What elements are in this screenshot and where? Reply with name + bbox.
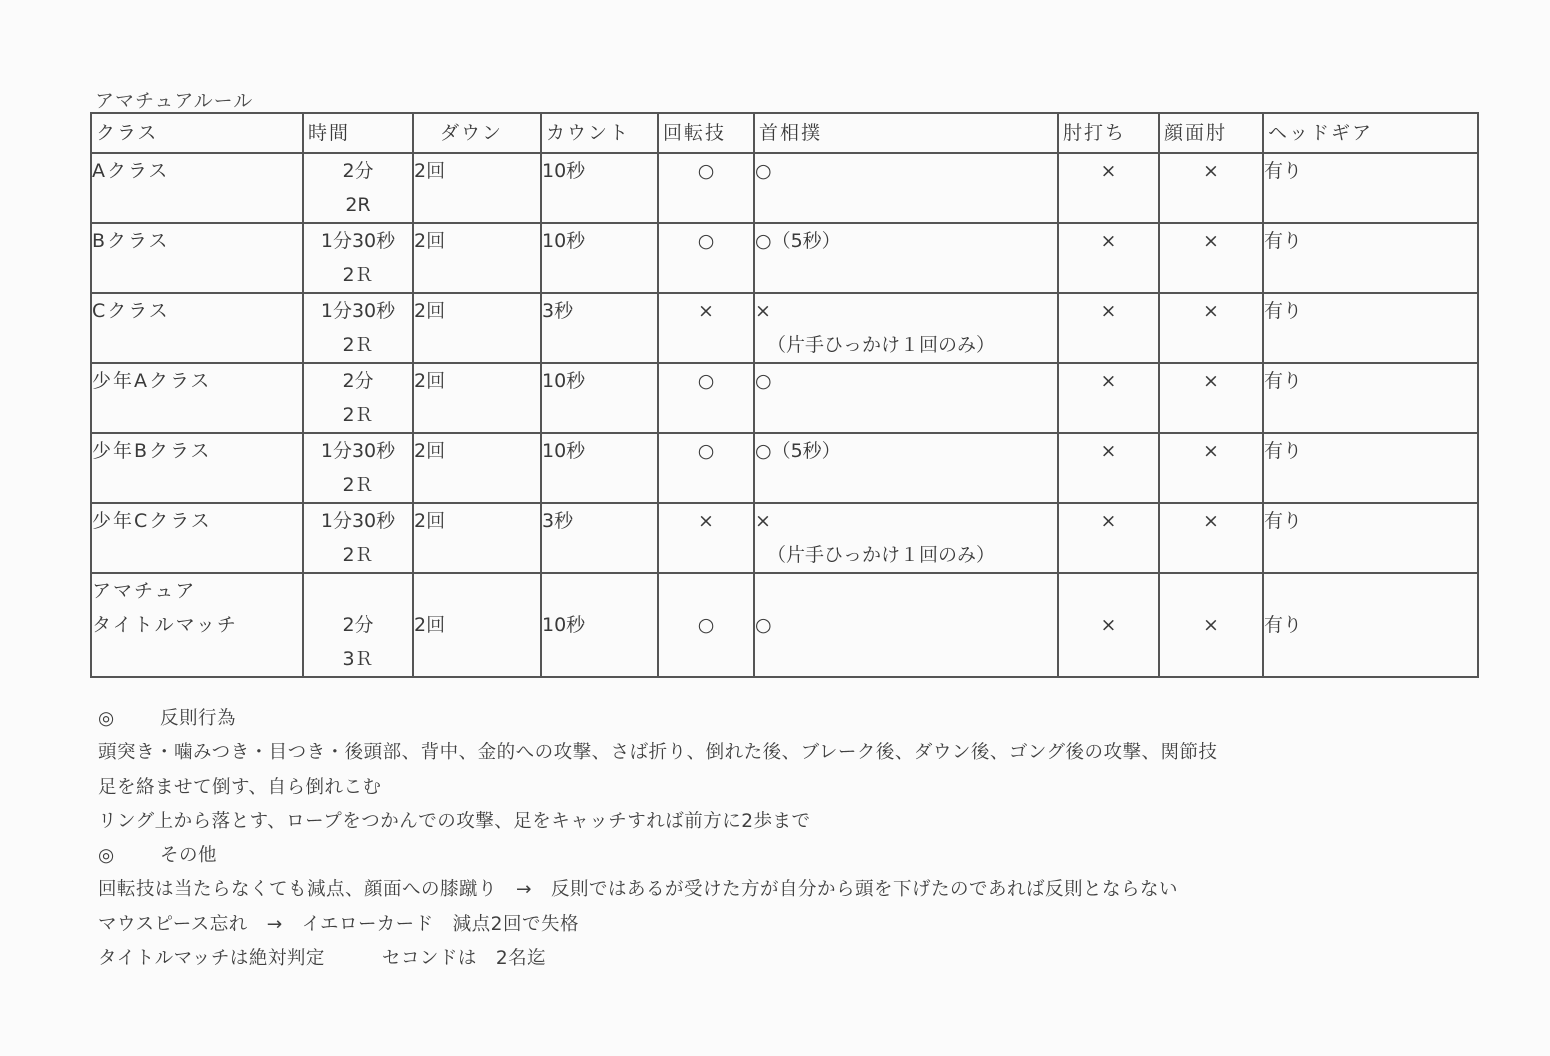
down-value: 2回 [414,440,446,462]
spin-cell [658,503,754,573]
elbow-value: × [1100,300,1117,322]
class-cell [91,433,303,503]
count-value: 3秒 [542,510,574,532]
time-value: 2分 [342,370,374,392]
elbow-value: × [1100,160,1117,182]
elbow-value: × [1100,510,1117,532]
time-value: 1分30秒 [320,300,396,322]
elbow-value: × [1100,230,1117,252]
time-cell [303,503,413,573]
class-name: Bクラス [92,230,170,252]
spin-value: ○ [697,614,715,636]
elbow-value: × [1100,370,1117,392]
elbow-cell [1058,573,1159,677]
table-body [91,153,1478,677]
other-heading [98,839,1218,873]
count-cell [541,363,658,433]
down-cell [413,433,541,503]
class-name: アマチュア [92,580,197,602]
time-value: 2Ｒ [342,404,374,426]
fouls-heading [98,702,1218,736]
face-elbow-value: × [1203,614,1219,636]
neck-value: ○（5秒） [755,440,841,462]
neck-cell [754,223,1058,293]
other-line: 回転技は当たらなくても減点、顔面への膝蹴り → 反則ではあるが受けた方が自分から頭を下げたのであれば反則とならない [98,879,1179,901]
table-row [91,433,1478,503]
count-value: 10秒 [542,370,586,392]
count-cell [541,223,658,293]
headgear-value: 有り [1264,300,1303,322]
time-cell [303,573,413,677]
time-value: 2Ｒ [342,334,374,356]
count-value: 10秒 [542,160,586,182]
down-cell [413,293,541,363]
neck-value: ○ [755,370,772,392]
class-cell [91,503,303,573]
neck-cell [754,363,1058,433]
class-name: 少年Cクラス [92,510,212,532]
header-elbow: 肘打ち [1058,113,1159,153]
headgear-cell [1263,293,1478,363]
spin-value: × [698,300,714,322]
spacer [1059,574,1158,608]
count-value: 10秒 [542,614,586,636]
down-value: 2回 [414,370,446,392]
spacer [1160,574,1262,608]
down-cell [413,503,541,573]
spin-cell [658,153,754,223]
headgear-cell [1263,363,1478,433]
table-row [91,363,1478,433]
elbow-cell [1058,223,1159,293]
fouls-title: 反則行為 [160,708,237,729]
class-name: タイトルマッチ [92,614,238,636]
headgear-value: 有り [1264,510,1303,532]
headgear-value: 有り [1264,614,1303,636]
class-cell [91,293,303,363]
foul-line: 足を絡ませて倒す、自ら倒れこむ [98,776,382,798]
spacer [304,574,412,608]
down-value: 2回 [414,300,446,322]
foul-line: リング上から落とす、ロープをつかんでの攻撃、足をキャッチすれば前方に2歩まで [98,810,811,832]
time-value: 2Ｒ [342,474,374,496]
count-cell [541,293,658,363]
time-cell [303,363,413,433]
neck-value: × [755,300,771,322]
headgear-value: 有り [1264,370,1303,392]
table-header-row [91,113,1478,153]
neck-value: （片手ひっかけ１回のみ） [767,544,996,566]
elbow-cell [1058,433,1159,503]
count-cell [541,503,658,573]
spin-cell [658,363,754,433]
face-elbow-cell [1159,223,1263,293]
elbow-cell [1058,293,1159,363]
face-elbow-cell [1159,573,1263,677]
count-cell [541,433,658,503]
neck-cell [754,503,1058,573]
spin-cell [658,433,754,503]
table-row [91,293,1478,363]
neck-cell [754,573,1058,677]
header-time: 時間 [303,113,413,153]
spin-value: ○ [697,160,715,182]
other-line: タイトルマッチは絶対判定 セコンドは 2名迄 [98,948,547,970]
class-name: 少年Bクラス [92,440,212,462]
spacer [1264,574,1477,608]
neck-value: ○（5秒） [755,230,841,252]
time-value: 3Ｒ [342,648,374,670]
neck-value: （片手ひっかけ１回のみ） [767,334,996,356]
class-name: 少年Aクラス [92,370,212,392]
header-face-elbow: 顔面肘 [1159,113,1263,153]
down-value: 2回 [414,160,446,182]
class-name: Cクラス [92,300,170,322]
other-title: その他 [160,845,218,867]
spin-value: ○ [697,440,715,462]
header-down: ダウン [413,113,541,153]
header-spin: 回転技 [658,113,754,153]
face-elbow-cell [1159,293,1263,363]
down-value: 2回 [414,614,446,636]
class-cell [91,223,303,293]
neck-value: ○ [755,160,772,182]
time-value: 2分 [342,614,374,636]
elbow-value: × [1100,440,1117,462]
elbow-cell [1058,363,1159,433]
face-elbow-cell [1159,153,1263,223]
spin-cell [658,223,754,293]
count-value: 10秒 [542,230,586,252]
table-row [91,153,1478,223]
class-name: Aクラス [92,160,170,182]
time-value: 2分 [342,160,374,182]
down-value: 2回 [414,230,446,252]
other-line: マウスピース忘れ → イエローカード 減点2回で失格 [98,913,579,935]
neck-value: × [755,510,771,532]
elbow-cell [1058,503,1159,573]
headgear-value: 有り [1264,230,1303,252]
spin-value: ○ [697,230,715,252]
headgear-value: 有り [1264,440,1303,462]
rules-table [90,112,1479,678]
face-elbow-cell [1159,503,1263,573]
headgear-cell [1263,503,1478,573]
face-elbow-cell [1159,363,1263,433]
notes-section [98,702,1218,976]
face-elbow-cell [1159,433,1263,503]
down-cell [413,223,541,293]
neck-cell [754,433,1058,503]
double-circle-icon: ◎ [98,708,115,729]
class-cell [91,573,303,677]
headgear-cell [1263,433,1478,503]
headgear-value: 有り [1264,160,1303,182]
face-elbow-value: × [1203,160,1219,182]
header-class: クラス [91,113,303,153]
spin-value: × [698,510,714,532]
header-count: カウント [541,113,658,153]
spin-value: ○ [697,370,715,392]
spacer [414,574,540,608]
table-row [91,503,1478,573]
face-elbow-value: × [1203,230,1219,252]
neck-cell [754,293,1058,363]
double-circle-icon: ◎ [98,845,115,867]
elbow-cell [1058,153,1159,223]
count-cell [541,153,658,223]
rules-title: アマチュアルール [95,90,254,112]
count-value: 10秒 [542,440,586,462]
neck-cell [754,153,1058,223]
spacer [755,574,1057,608]
spacer [542,574,657,608]
time-cell [303,293,413,363]
time-cell [303,153,413,223]
down-value: 2回 [414,510,446,532]
time-cell [303,223,413,293]
face-elbow-value: × [1203,510,1219,532]
neck-value: ○ [755,614,772,636]
foul-line: 頭突き・噛みつき・目つき・後頭部、背中、金的への攻撃、さば折り、倒れた後、ブレーク後、ダウン後、ゴング後の攻撃、関節技 [98,742,1218,764]
time-value: 1分30秒 [320,510,396,532]
time-cell [303,433,413,503]
table-row [91,223,1478,293]
down-cell [413,363,541,433]
class-cell [91,153,303,223]
table-row [91,573,1478,677]
down-cell [413,573,541,677]
time-value: 2Ｒ [342,264,374,286]
header-neck: 首相撲 [754,113,1058,153]
elbow-value: × [1100,614,1117,636]
time-value: 1分30秒 [320,440,396,462]
count-cell [541,573,658,677]
headgear-cell [1263,573,1478,677]
face-elbow-value: × [1203,440,1219,462]
headgear-cell [1263,223,1478,293]
spacer [659,574,753,608]
headgear-cell [1263,153,1478,223]
class-cell [91,363,303,433]
time-value: 2Ｒ [342,544,374,566]
face-elbow-value: × [1203,300,1219,322]
down-cell [413,153,541,223]
header-headgear: ヘッドギア [1263,113,1478,153]
time-value: 1分30秒 [320,230,396,252]
time-value: 2R [345,194,371,216]
spin-cell [658,293,754,363]
count-value: 3秒 [542,300,574,322]
spin-cell [658,573,754,677]
face-elbow-value: × [1203,370,1219,392]
